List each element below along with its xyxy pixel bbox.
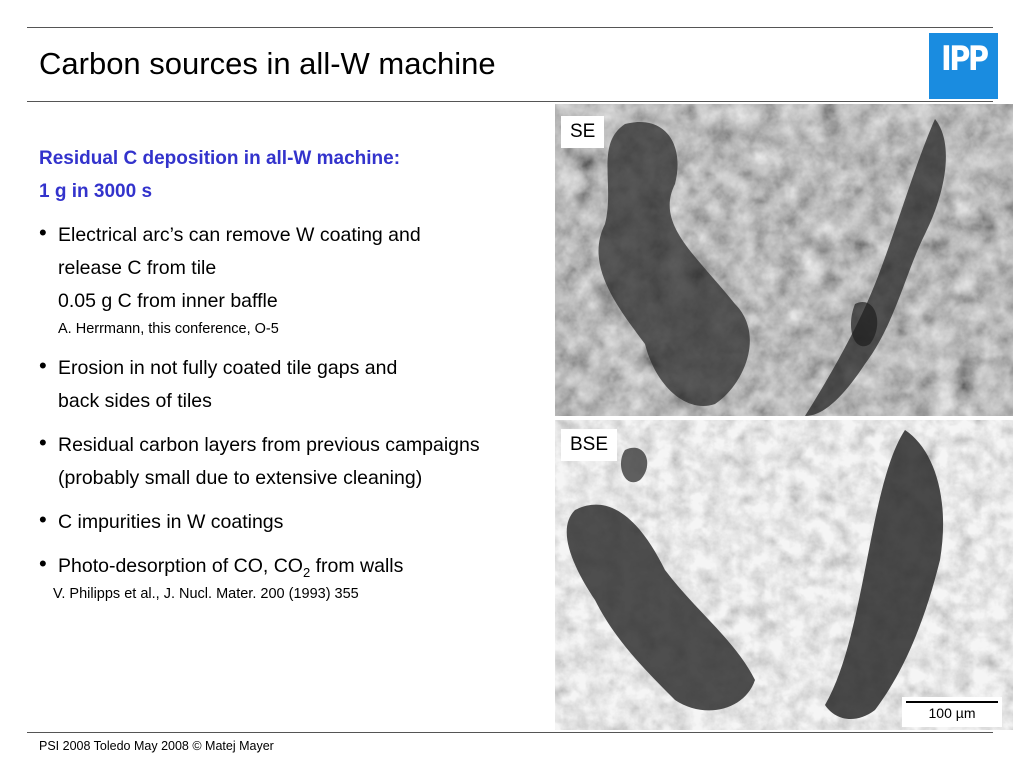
bullet-5-line-1	[58, 555, 403, 580]
heading-line-2: 1 g in 3000 s	[39, 181, 153, 202]
bullet-1-line-1: Electrical arc’s can remove W coating and	[58, 224, 421, 246]
bullet-1-line-2: release C from tile	[58, 257, 217, 279]
bullet-2-line-1: Erosion in not fully coated tile gaps and	[58, 357, 398, 379]
bullet-5-icon: •	[39, 551, 47, 576]
bullet-3-icon: •	[39, 430, 47, 455]
bse-label: BSE	[561, 429, 617, 461]
bullet-2-icon: •	[39, 353, 47, 378]
bullet-5-reference: V. Philipps et al., J. Nucl. Mater. 200 (1993) 355	[53, 586, 359, 602]
se-micrograph	[555, 104, 1013, 416]
bullet-2-line-2: back sides of tiles	[58, 390, 212, 412]
scale-bar-line	[906, 701, 998, 703]
scale-bar-text: 100 µm	[928, 705, 976, 721]
title-rule	[27, 101, 993, 102]
bullet-3-line-2: (probably small due to extensive cleaning)	[58, 467, 423, 489]
logo-text: IPP	[940, 39, 987, 79]
bullet-1-icon: •	[39, 220, 47, 245]
footer-text: PSI 2008 Toledo May 2008 © Matej Mayer	[39, 739, 274, 753]
bullet-4-icon: •	[39, 507, 47, 532]
se-label: SE	[561, 116, 604, 148]
top-rule	[27, 27, 993, 28]
subscript-2: 2	[302, 564, 311, 580]
bullet-1-line-3: 0.05 g C from inner baffle	[58, 290, 278, 312]
bullet-5-text: Photo-desorption of CO, CO	[58, 555, 303, 577]
heading-line-1: Residual C deposition in all-W machine:	[39, 148, 401, 169]
bse-micrograph	[555, 420, 1013, 730]
bullet-3-line-1: Residual carbon layers from previous campaigns	[58, 434, 480, 456]
footer-rule	[27, 732, 993, 733]
bullet-4-line-1: C impurities in W coatings	[58, 511, 284, 533]
bullet-5-tail: from walls	[310, 555, 404, 577]
ipp-logo	[929, 33, 998, 99]
slide-title: Carbon sources in all-W machine	[39, 46, 496, 81]
scale-bar	[902, 697, 1002, 727]
bullet-1-reference: A. Herrmann, this conference, O-5	[58, 321, 279, 337]
